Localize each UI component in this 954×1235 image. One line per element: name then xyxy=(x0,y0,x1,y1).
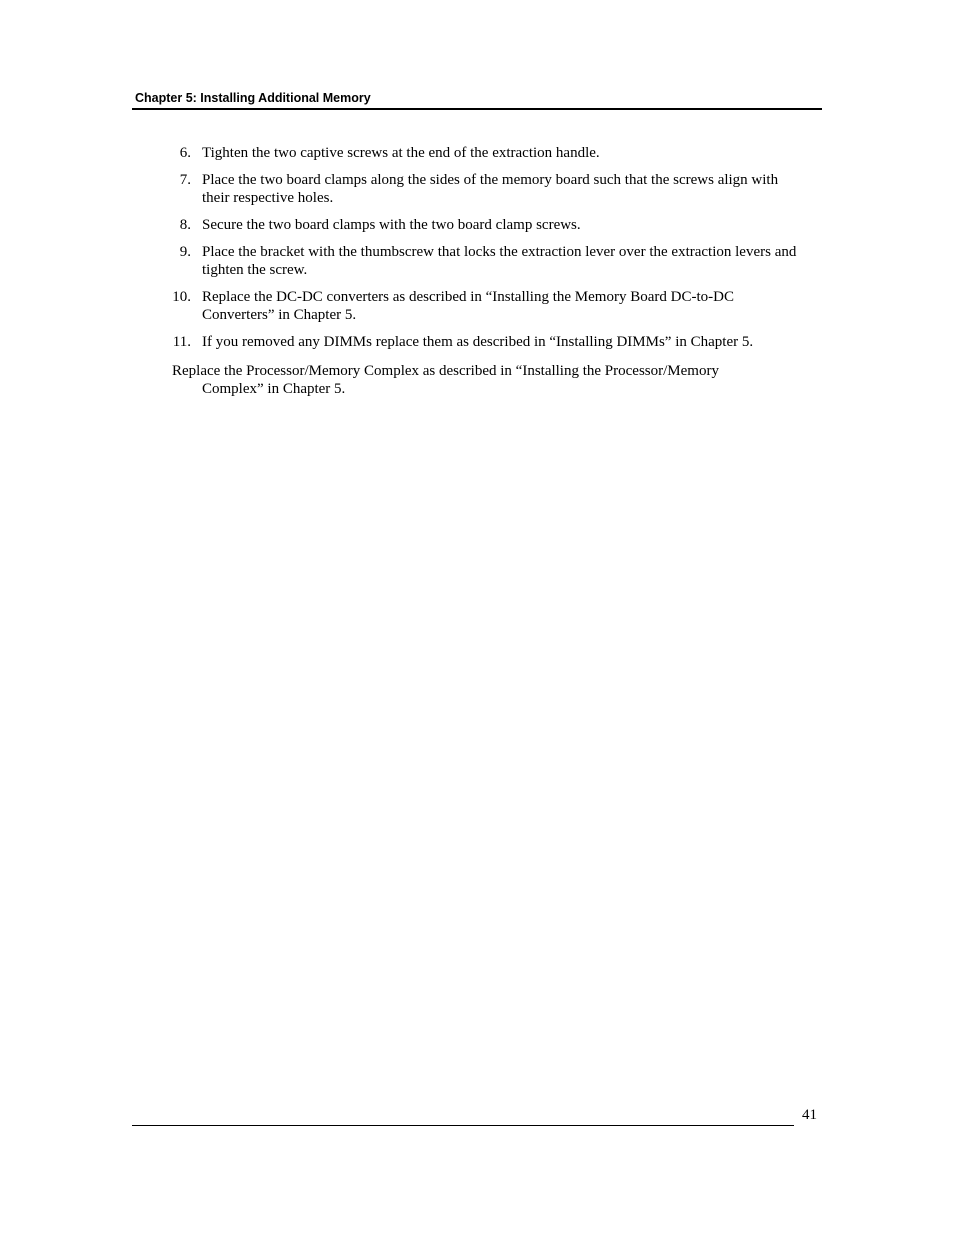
step-text: Place the two board clamps along the sides of the memory board such that the screws align with their respective holes. xyxy=(202,172,779,206)
closing-paragraph: Replace the Processor/Memory Complex as described in “Installing the Processor/Memory Complex” in Chapter 5. xyxy=(172,363,719,397)
step-number: 10. xyxy=(172,289,191,305)
step-item xyxy=(160,216,810,234)
step-number: 8. xyxy=(179,217,191,233)
step-text: Place the bracket with the thumbscrew that locks the extraction lever over the extraction levers and tighten the screw. xyxy=(202,244,797,278)
page-number: 41 xyxy=(802,1107,817,1123)
step-number: 11. xyxy=(172,334,191,350)
step-text: Secure the two board clamps with the two board clamp screws. xyxy=(202,217,581,233)
step-text: Tighten the two captive screws at the end of the extraction handle. xyxy=(202,145,600,161)
step-number: 6. xyxy=(179,145,191,161)
step-text: If you removed any DIMMs replace them as described in “Installing DIMMs” in Chapter 5. xyxy=(202,334,754,350)
step-number: 9. xyxy=(179,244,191,260)
step-text: Replace the DC-DC converters as described in “Installing the Memory Board DC-to-DC Converters” in Chapter 5. xyxy=(202,289,734,323)
step-item xyxy=(160,288,810,324)
step-item xyxy=(160,243,810,279)
step-item xyxy=(160,171,810,207)
step-item xyxy=(160,333,810,351)
page-header xyxy=(132,90,822,110)
footer-rule xyxy=(132,1125,794,1126)
procedure-steps-list xyxy=(160,144,810,360)
chapter-title: Chapter 5: Installing Additional Memory xyxy=(135,91,371,105)
step-item xyxy=(160,144,810,162)
step-number: 7. xyxy=(179,172,191,188)
